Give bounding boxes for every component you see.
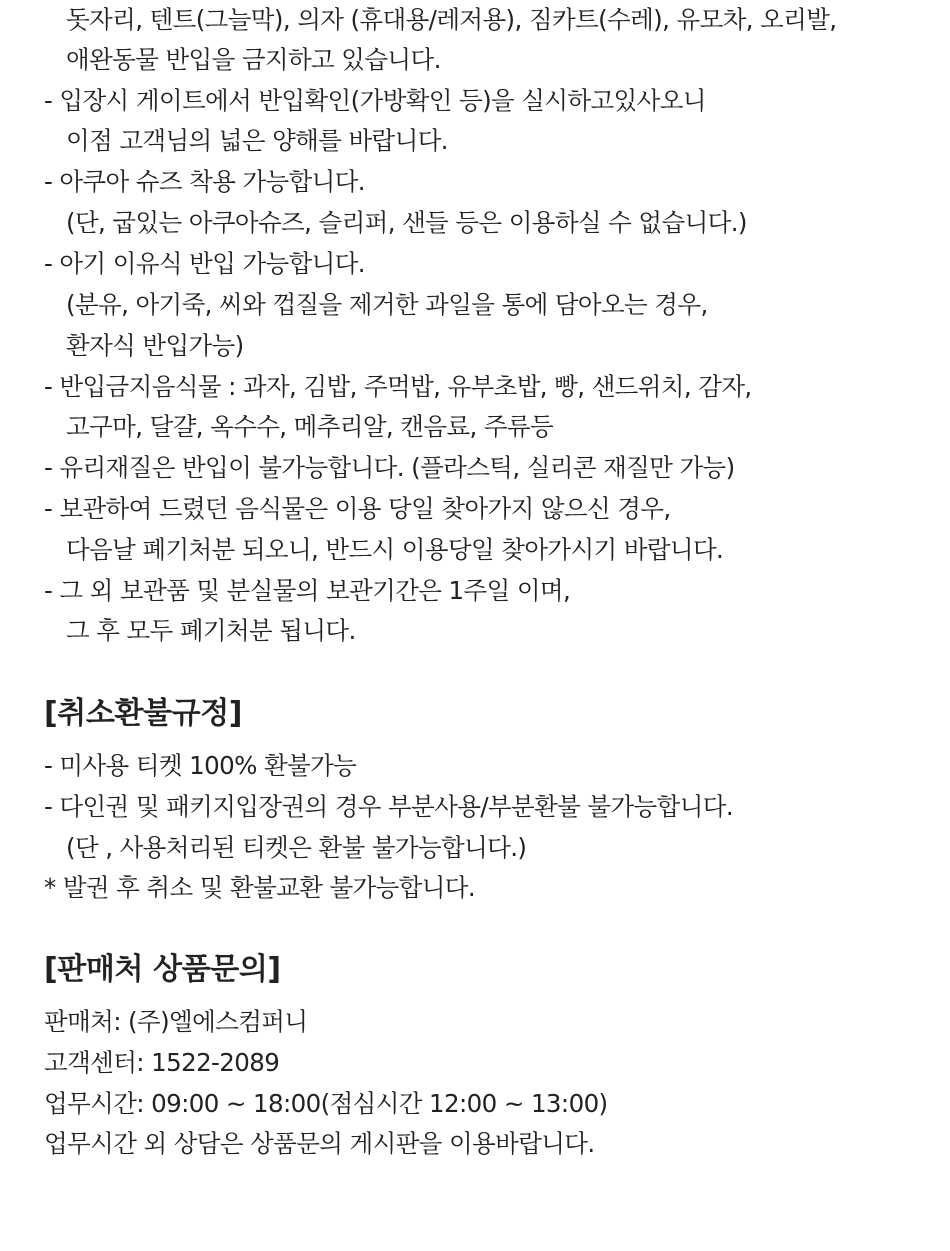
notice-line: 다음날 폐기처분 되오니, 반드시 이용당일 찾아가시기 바랍니다. bbox=[66, 535, 724, 564]
refund-policy-line: - 미사용 티켓 100% 환불가능 bbox=[44, 751, 357, 780]
after-hours-notice: 업무시간 외 상담은 상품문의 게시판을 이용바랍니다. bbox=[44, 1129, 595, 1158]
notice-line: - 그 외 보관품 및 분실물의 보관기간은 1주일 이며, bbox=[44, 576, 571, 605]
notice-line: - 아기 이유식 반입 가능합니다. bbox=[44, 249, 365, 278]
notice-line: 그 후 모두 폐기처분 됩니다. bbox=[66, 616, 356, 645]
notice-line: - 유리재질은 반입이 불가능합니다. (플라스틱, 실리콘 재질만 가능) bbox=[44, 453, 735, 482]
notice-line: 돗자리, 텐트(그늘막), 의자 (휴대용/레저용), 짐카트(수레), 유모차, 오리발, bbox=[66, 5, 837, 34]
refund-policy-line: * 발권 후 취소 및 환불교환 불가능합니다. bbox=[44, 873, 476, 902]
customer-center-phone: 고객센터: 1522-2089 bbox=[44, 1048, 280, 1077]
notice-line: (단, 굽있는 아쿠아슈즈, 슬리퍼, 샌들 등은 이용하실 수 없습니다.) bbox=[66, 208, 747, 237]
notice-line: (분유, 아기죽, 씨와 껍질을 제거한 과일을 통에 담아오는 경우, bbox=[66, 290, 708, 319]
notice-line: - 아쿠아 슈즈 착용 가능합니다. bbox=[44, 167, 365, 196]
notice-line: - 입장시 게이트에서 반입확인(가방확인 등)을 실시하고있사오니 bbox=[44, 86, 706, 115]
notice-line: 환자식 반입가능) bbox=[66, 331, 244, 360]
notice-line: 애완동물 반입을 금지하고 있습니다. bbox=[66, 45, 441, 74]
notice-line: 이점 고객님의 넓은 양해를 바랍니다. bbox=[66, 126, 448, 155]
refund-policy-line: - 다인권 및 패키지입장권의 경우 부분사용/부분환불 불가능합니다. bbox=[44, 792, 734, 821]
notice-line: - 반입금지음식물 : 과자, 김밥, 주먹밥, 유부초밥, 빵, 샌드위치, 감자, bbox=[44, 372, 752, 401]
notice-line: 고구마, 달걀, 옥수수, 메추리알, 캔음료, 주류등 bbox=[66, 412, 554, 441]
seller-name: 판매처: (주)엘에스컴퍼니 bbox=[44, 1007, 308, 1036]
notice-line: - 보관하여 드렸던 음식물은 이용 당일 찾아가지 않으신 경우, bbox=[44, 494, 671, 523]
refund-policy-heading: [취소환불규정] bbox=[44, 696, 243, 731]
seller-inquiry-heading: [판매처 상품문의] bbox=[44, 952, 281, 987]
refund-policy-line: (단 , 사용처리된 티켓은 환불 불가능합니다.) bbox=[66, 833, 527, 862]
business-hours: 업무시간: 09:00 ~ 18:00(점심시간 12:00 ~ 13:00) bbox=[44, 1089, 608, 1118]
